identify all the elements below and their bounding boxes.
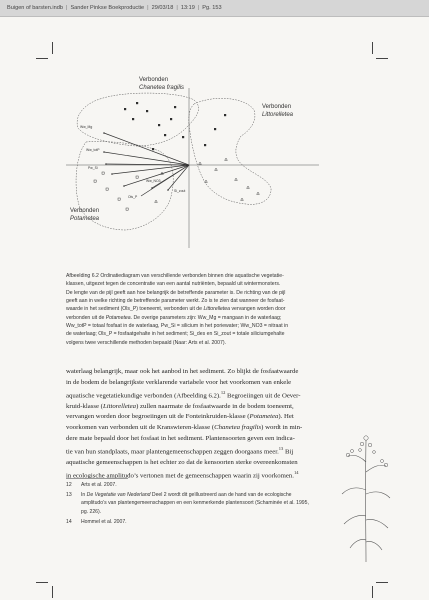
label-potametea-line1: Verbonden bbox=[70, 208, 100, 214]
plant-leaf bbox=[366, 519, 388, 528]
sample-point bbox=[215, 168, 218, 170]
figure-caption bbox=[66, 272, 358, 347]
vector-ww-totp bbox=[104, 152, 189, 165]
footnote-text: Hommel et al. 2007. bbox=[81, 518, 127, 525]
body-line: aquatische vegetatiekundige verbonden (Afbeelding 6.2). bbox=[66, 392, 221, 400]
label-chanetea bbox=[139, 77, 184, 92]
sample-point bbox=[118, 198, 120, 200]
caption-line: . De overige parameters zijn: Ww_Mg = mangaan in de waterlaag; bbox=[130, 314, 282, 321]
sample-point bbox=[199, 162, 202, 164]
footnote-text: Deel 2 wordt dit geïllustreerd aan de hand van de ecologische bbox=[150, 492, 292, 499]
footnote-number: 12 bbox=[66, 482, 72, 488]
sample-point bbox=[158, 124, 160, 126]
sample-point bbox=[106, 188, 108, 190]
caption-line: klassen, uitgezet tegen de concentratie van een aantal nutriënten, bepaald uit wintermonsters. bbox=[66, 281, 281, 288]
sample-point bbox=[247, 186, 250, 188]
header-separator: | bbox=[197, 5, 200, 11]
vector-ww-mg bbox=[104, 133, 189, 165]
footnote-ref: 14 bbox=[293, 470, 299, 476]
caption-line: waarde in het sediment (Ols_P) toeneemt, verbonden uit de bbox=[66, 306, 204, 313]
sample-point bbox=[257, 192, 260, 194]
ordination-diagram bbox=[66, 77, 319, 248]
flower bbox=[373, 451, 376, 454]
label-potametea bbox=[70, 208, 99, 223]
footnote-text: pg. 226). bbox=[81, 508, 102, 515]
plant-leaf bbox=[342, 488, 366, 494]
flower bbox=[360, 442, 364, 446]
body-line: waterlaag belangrijk, maar ook het aanbod in het sediment. Zo blijkt de fosfaatwaarde bbox=[66, 368, 299, 375]
vector-label: Ww_NO3 bbox=[146, 179, 161, 183]
flower bbox=[346, 453, 350, 457]
flower bbox=[364, 436, 368, 440]
chanetea-envelope bbox=[77, 93, 198, 146]
sample-point bbox=[152, 148, 154, 150]
body-line: voorkomen van verbonden uit de Kranswieren-klasse ( bbox=[66, 423, 215, 431]
sample-point bbox=[241, 198, 244, 200]
footnote-text: amplitudo’s van plantengemeenschappen en een kenmerkende plantensoort (Schaminée et al. 1995, bbox=[81, 500, 309, 507]
caption-line: vervangen worden door bbox=[230, 306, 286, 313]
flower bbox=[384, 463, 388, 467]
body-line: in de bodem de belangrijkste verklarende variabele voor het voorkomen van enkele bbox=[66, 378, 292, 386]
body-italic: Littorelletea bbox=[102, 402, 137, 410]
body-line: vervangen worden door begroeiingen uit de Fonteinkruiden-klasse ( bbox=[66, 413, 250, 421]
sample-point bbox=[204, 144, 206, 146]
sample-point bbox=[205, 180, 208, 182]
sample-point bbox=[164, 134, 166, 136]
label-chanetea-line1: Verbonden bbox=[139, 77, 169, 83]
body-line: kruid-klasse ( bbox=[66, 402, 103, 410]
vector-label: Pw_Si bbox=[88, 166, 98, 170]
body-line: Bij bbox=[283, 448, 294, 456]
sample-symbols-open bbox=[94, 158, 259, 210]
footnote-rule bbox=[66, 478, 128, 479]
header-separator: | bbox=[176, 5, 178, 11]
label-littorelletea-line2: Littorelletea bbox=[262, 111, 294, 118]
sample-point bbox=[155, 200, 158, 202]
sample-point bbox=[132, 118, 134, 120]
body-line: ) wordt in min- bbox=[261, 423, 303, 431]
sample-point bbox=[94, 180, 96, 182]
footnote-number: 14 bbox=[66, 518, 72, 525]
sample-points bbox=[124, 102, 226, 150]
body-line: aquatische gemeenschappen is het echter zo dat de kensoorten sterke overeenkomsten bbox=[66, 458, 298, 466]
arrowhead bbox=[105, 163, 107, 165]
footnote-ref: 13 bbox=[278, 446, 284, 452]
vector-label: Ww_totP bbox=[86, 148, 100, 152]
footnote-italic: De Vegetatie van Nederland bbox=[86, 492, 151, 499]
caption-italic: Littorelletea bbox=[203, 306, 231, 313]
caption-line: verbonden uit de bbox=[66, 314, 106, 321]
vector-label: Ols_P bbox=[128, 195, 138, 199]
footnote-ref: 12 bbox=[220, 390, 226, 396]
footnote-text: Arts et al. 2007. bbox=[81, 482, 117, 488]
sample-point bbox=[182, 136, 184, 138]
caption-line: Ww_totP = totaal fosfaat in de waterlaag, Pw_Si = silicium in het poriewater; Ww_NO3 = nitraat in bbox=[66, 323, 289, 330]
plant-leaf bbox=[366, 492, 390, 498]
body-line: tie van hun standplaats, maar plantengemeenschappen zeggen doorgaans meer. bbox=[66, 448, 279, 456]
plant-leaf bbox=[344, 515, 366, 524]
header-separator: | bbox=[65, 5, 68, 11]
caption-line: geeft aan in welke richting de betreffende parameter werkt. Zo is te zien dat wanneer de fosfaat- bbox=[66, 298, 285, 305]
footnotes bbox=[66, 481, 309, 526]
sample-point bbox=[136, 176, 138, 178]
print-header bbox=[0, 0, 429, 17]
plant-branch bbox=[366, 465, 386, 472]
sample-point bbox=[126, 208, 128, 210]
sample-point bbox=[214, 128, 216, 130]
caption-line: de waterlaag; Ols_P = fosfaatgehalte in het sediment; Si_des en Si_zout = totale siliciumgehalte bbox=[66, 331, 285, 338]
sample-point bbox=[174, 106, 176, 108]
vector-label: Si_zout bbox=[174, 189, 186, 193]
body-line: dere mate bepaald door het fosfaat in het sediment. Plantensoorten geven een indica- bbox=[66, 434, 295, 442]
plant-illustration bbox=[338, 432, 393, 562]
body-italic: Potametea bbox=[249, 413, 279, 421]
caption-line: Ordinatiediagram van verschillende verbonden binnen drie aquatische vegetatie- bbox=[100, 273, 284, 279]
header-separator: | bbox=[147, 5, 149, 11]
plant-branch bbox=[348, 455, 366, 462]
body-line: ) zullen naarmate de fosfaatwaarde in de bodem toeneemt, bbox=[136, 402, 294, 410]
flower bbox=[351, 450, 354, 453]
footnote-number: 13 bbox=[66, 492, 72, 499]
body-line: Begroeiingen uit de Oever- bbox=[225, 392, 301, 400]
caption-italic: Potametea bbox=[105, 314, 131, 321]
flower bbox=[368, 443, 372, 447]
label-littorelletea-line1: Verbonden bbox=[262, 104, 292, 110]
body-italic: Chanetea fragilis bbox=[214, 423, 262, 431]
body-line: ). Het bbox=[278, 413, 294, 421]
header-file: Buigen of barsten.indb bbox=[7, 5, 63, 11]
label-potametea-line2: Potametea bbox=[70, 215, 100, 222]
body-paragraph bbox=[66, 367, 362, 482]
sample-point bbox=[224, 114, 226, 116]
sample-point bbox=[235, 178, 238, 180]
caption-line: De lengte van de pijl geeft aan hoe belangrijk de betreffende parameter is. De richting van de pijl bbox=[66, 289, 286, 296]
vector-label: Ww_Mg bbox=[80, 125, 93, 129]
header-page: Pg. 153 bbox=[202, 5, 222, 11]
label-littorelletea bbox=[262, 104, 293, 119]
arrowhead bbox=[111, 173, 113, 175]
header-date: 29/03/18 bbox=[151, 5, 174, 11]
arrowhead bbox=[123, 185, 125, 187]
flower bbox=[359, 449, 362, 452]
sample-point bbox=[225, 158, 228, 160]
header-time: 13:19 bbox=[180, 5, 195, 11]
sample-point bbox=[124, 108, 126, 110]
footnote-text: In bbox=[81, 492, 87, 499]
plant-flowers bbox=[346, 436, 388, 467]
header-publisher: Sander Pinkse Boekproductie bbox=[70, 5, 145, 11]
flower bbox=[381, 460, 384, 463]
arrowhead bbox=[103, 132, 105, 134]
sample-point bbox=[170, 118, 172, 120]
sample-point bbox=[102, 172, 104, 174]
label-chanetea-line2: Chanetea fragilis bbox=[139, 84, 185, 91]
littorelletea-envelope bbox=[189, 98, 271, 204]
sample-point bbox=[136, 102, 138, 104]
plant-leaf bbox=[350, 539, 366, 548]
plant-strokes bbox=[342, 440, 390, 562]
body-line: in ecologische amplitudo’s vertonen met de gemeenschappen waarin zij voorkomen. bbox=[66, 472, 294, 480]
plant-leaf bbox=[366, 541, 382, 550]
sample-point bbox=[146, 110, 148, 112]
caption-label: Afbeelding 6.2 bbox=[66, 273, 99, 279]
arrowhead bbox=[167, 189, 169, 191]
arrowhead bbox=[151, 187, 153, 189]
caption-line: volgens twee verschillende methoden bepaald (Naar: Arts et al. 2007). bbox=[66, 339, 227, 346]
arrowhead bbox=[103, 151, 105, 153]
